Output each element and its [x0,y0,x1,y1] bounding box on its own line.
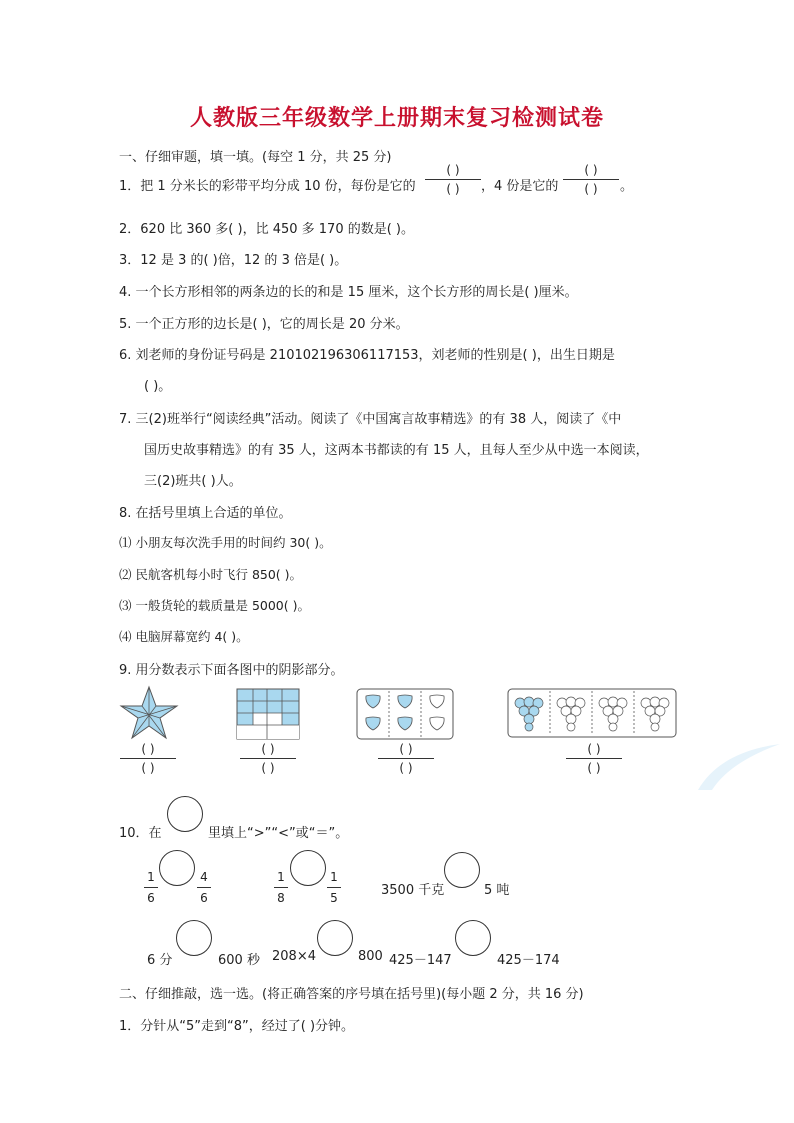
denominator: 8 [277,891,285,905]
q10-r2-left-1: 6 分 [147,953,173,968]
section2-q1-text: 1．分针从“5”走到“8”，经过了( )分钟。 [119,1019,355,1034]
star-figure [118,685,180,741]
fraction-numerator-blank: ( ) [399,742,413,756]
q9-fraction-blank-3[interactable] [378,742,434,775]
page-title: 人教版三年级数学上册期末复习检测试卷 [189,105,604,131]
compare-circle-example [167,796,203,832]
watermark-swoosh [690,742,790,792]
q9-fraction-blank-2[interactable] [240,742,296,775]
q8-item-1: ⑴ 小朋友每次洗手用的时间约 30( )。 [119,535,332,550]
fraction-denominator-blank: ( ) [587,761,601,775]
q7-text-a: 7. 三(2)班举行“阅读经典”活动。阅读了《中国寓言故事精选》的有 38 人，阅读了《中 [119,412,622,427]
fraction-numerator-blank: ( ) [141,742,155,756]
q1-text-b: ，4 份是它的 [481,179,559,194]
compare-circle-3[interactable] [444,852,480,888]
q4-text: 4. 一个长方形相邻的两条边的长的和是 15 厘米，这个长方形的周长是( )厘米。 [119,285,578,300]
q10-r1-right-3: 5 吨 [484,883,510,898]
q9-fraction-blank-1[interactable] [120,742,176,775]
q1-fraction-blank-2[interactable] [563,163,619,196]
fraction-denominator-blank: ( ) [446,182,460,196]
q5-text: 5. 一个正方形的边长是( )，它的周长是 20 分米。 [119,317,409,332]
numerator: 1 [277,870,285,884]
q7-text-b: 国历史故事精选》的有 35 人，这两本书都读的有 15 人，且每人至少从中选一本阅读， [144,443,649,458]
section1-heading: 一、仔细审题，填一填。(每空 1 分，共 25 分) [119,150,392,165]
q6-text-a: 6. 刘老师的身份证号码是 210102196306117153，刘老师的性别是( )，出生日期是 [119,348,615,363]
fraction-denominator-blank: ( ) [584,182,598,196]
q10-r2-left-3: 425－147 [389,953,452,968]
q10-r2-right-1: 600 秒 [218,953,260,968]
q1-text-c: 。 [620,179,634,194]
q1-text-a: 1．把 1 分米长的彩带平均分成 10 份，每份是它的 [119,179,416,194]
denominator: 6 [147,891,155,905]
q8-item-4: ⑷ 电脑屏幕宽约 4( )。 [119,629,249,644]
section2-heading: 二、仔细推敲，选一选。(将正确答案的序号填在括号里)(每小题 2 分，共 16 分) [119,987,584,1002]
q9-fraction-blank-4[interactable] [566,742,622,775]
strawberry-figure [356,688,454,740]
q10-text-a: 10．在 [119,826,162,841]
q8-item-2: ⑵ 民航客机每小时飞行 850( )。 [119,567,303,582]
fraction-denominator-blank: ( ) [141,761,155,775]
fraction-denominator-blank: ( ) [261,761,275,775]
grid-figure [236,688,300,740]
fraction-1-5 [327,870,341,905]
numerator: 1 [330,870,338,884]
fraction-1-6 [144,870,158,905]
q6-text-b: ( )。 [144,379,172,394]
q8-heading: 8. 在括号里填上合适的单位。 [119,506,292,521]
q8-item-3: ⑶ 一般货轮的载质量是 5000( )。 [119,598,310,613]
q7-text-c: 三(2)班共( )人。 [144,474,242,489]
q10-r2-right-3: 425－174 [497,953,560,968]
q10-r1-left-3: 3500 千克 [381,883,445,898]
fraction-1-8 [274,870,288,905]
fraction-numerator-blank: ( ) [587,742,601,756]
q10-text-b: 里填上“>”“<”或“＝”。 [208,826,349,841]
q2-text: 2．620 比 360 多( )，比 450 多 170 的数是( )。 [119,222,415,237]
numerator: 4 [200,870,208,884]
q3-text: 3．12 是 3 的( )倍，12 的 3 倍是( )。 [119,253,348,268]
compare-circle-2[interactable] [290,850,326,886]
fraction-numerator-blank: ( ) [584,163,598,177]
q9-heading: 9. 用分数表示下面各图中的阴影部分。 [119,663,344,678]
compare-circle-4[interactable] [176,920,212,956]
numerator: 1 [147,870,155,884]
fraction-numerator-blank: ( ) [446,163,460,177]
q10-r2-left-2: 208×4 [272,949,316,964]
fraction-denominator-blank: ( ) [399,761,413,775]
compare-circle-5[interactable] [317,920,353,956]
denominator: 5 [330,891,338,905]
fraction-numerator-blank: ( ) [261,742,275,756]
fraction-4-6 [197,870,211,905]
denominator: 6 [200,891,208,905]
q1-fraction-blank-1[interactable] [425,163,481,196]
grape-figure [507,688,677,738]
q10-r2-right-2: 800 [358,949,383,964]
compare-circle-6[interactable] [455,920,491,956]
compare-circle-1[interactable] [159,850,195,886]
